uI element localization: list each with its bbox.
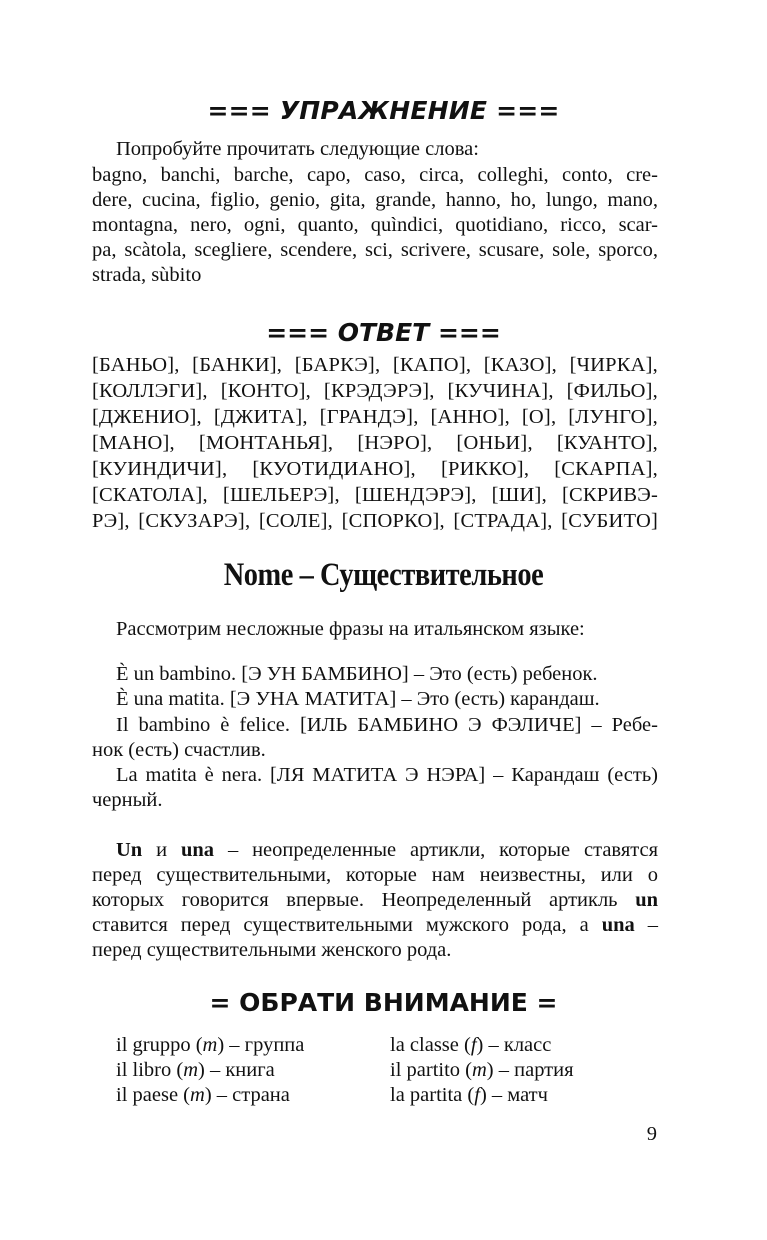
vocab-item: la partita (f) – матч bbox=[390, 1084, 548, 1106]
answer-line: РЭ], [СКУЗАРЭ], [СОЛЕ], [СПОРКО], [СТРАДА], [СУБИТО] bbox=[92, 510, 658, 532]
articles-paragraph bbox=[92, 838, 658, 963]
articles-line: перед существительными, которые нам неизвестны, или о bbox=[92, 864, 658, 886]
exercise-heading: === УПРАЖНЕНИЕ === bbox=[207, 96, 560, 125]
example-block bbox=[92, 763, 658, 813]
page-number: 9 bbox=[646, 1123, 657, 1145]
answer-heading: === ОТВЕТ === bbox=[266, 318, 501, 347]
answer-line: [КУИНДИЧИ], [КУОТИДИАНО], [РИККО], [СКАРПА], bbox=[92, 458, 658, 480]
exercise-line: pa, scàtola, scegliere, scendere, sci, scrivere, scusare, sole, sporco, bbox=[92, 239, 658, 261]
example-line: È una matita. [Э УНА МАТИТА] – Это (есть) карандаш. bbox=[116, 688, 600, 710]
and-word: и bbox=[156, 839, 168, 861]
article-un: Un bbox=[116, 839, 143, 861]
exercise-words bbox=[92, 163, 658, 288]
answer-text bbox=[92, 352, 658, 534]
exercise-line: montagna, nero, ogni, quanto, quìndici, quotidiano, ricco, scar- bbox=[92, 214, 658, 236]
articles-line bbox=[92, 913, 658, 938]
article-una: una bbox=[180, 839, 215, 861]
section-title: Nome – Существительное bbox=[223, 557, 544, 593]
example-block bbox=[92, 713, 658, 763]
example-line: нок (есть) счастлив. bbox=[92, 739, 266, 761]
exercise-line: strada, sùbito bbox=[92, 264, 202, 286]
dash: – bbox=[647, 914, 659, 936]
answer-line: [КОЛЛЭГИ], [КОНТО], [КРЭДЭРЭ], [КУЧИНА], [ФИЛЬО], bbox=[92, 380, 658, 402]
answer-line: [МАНО], [МОНТАНЬЯ], [НЭРО], [ОНЬИ], [КУАНТО], bbox=[92, 432, 658, 454]
vocab-item: il paese (m) – страна bbox=[116, 1084, 290, 1106]
answer-line: [ДЖЕНИО], [ДЖИТА], [ГРАНДЭ], [АННО], [О], [ЛУНГО], bbox=[92, 406, 658, 428]
article-una: una bbox=[601, 914, 635, 936]
vocab-item: il gruppo (m) – группа bbox=[116, 1034, 305, 1056]
example-line: La matita è nera. [ЛЯ МАТИТА Э НЭРА] – Карандаш (есть) bbox=[116, 764, 658, 786]
note-heading: = ОБРАТИ ВНИМАНИЕ = bbox=[209, 988, 558, 1017]
vocab-item: la classe (f) – класс bbox=[390, 1034, 552, 1056]
articles-text: которых говорится впервые. Неопределенный артикль bbox=[92, 889, 618, 911]
exercise-line: dere, cucina, figlio, genio, gita, grande, hanno, ho, lungo, mano, bbox=[92, 189, 658, 211]
vocab-item: il libro (m) – книга bbox=[116, 1059, 275, 1081]
articles-text: ставится перед существительными мужского рода, а bbox=[92, 914, 589, 936]
example-line: Il bambino è felice. [ИЛЬ БАМБИНО Э ФЭЛИЧЕ] – Ребе- bbox=[116, 714, 658, 736]
articles-line: перед существительными женского рода. bbox=[92, 939, 452, 961]
answer-line: [СКАТОЛА], [ШЕЛЬЕРЭ], [ШЕНДЭРЭ], [ШИ], [СКРИВЭ- bbox=[92, 484, 658, 506]
section-intro: Рассмотрим несложные фразы на итальянском языке: bbox=[116, 618, 585, 640]
articles-text: – неопределенные артикли, которые ставятся bbox=[227, 839, 659, 861]
articles-line bbox=[92, 838, 658, 863]
example-line: черный. bbox=[92, 789, 163, 811]
vocab-item: il partito (m) – партия bbox=[390, 1059, 574, 1081]
answer-line: [БАНЬО], [БАНКИ], [БАРКЭ], [КАПО], [КАЗО], [ЧИРКА], bbox=[92, 354, 658, 376]
example-line: È un bambino. [Э УН БАМБИНО] – Это (есть) ребенок. bbox=[116, 663, 598, 685]
exercise-intro: Попробуйте прочитать следующие слова: bbox=[116, 138, 479, 160]
article-un: un bbox=[635, 889, 658, 911]
exercise-line: bagno, banchi, barche, capo, caso, circa, colleghi, conto, cre- bbox=[92, 164, 658, 186]
articles-line bbox=[92, 888, 658, 913]
